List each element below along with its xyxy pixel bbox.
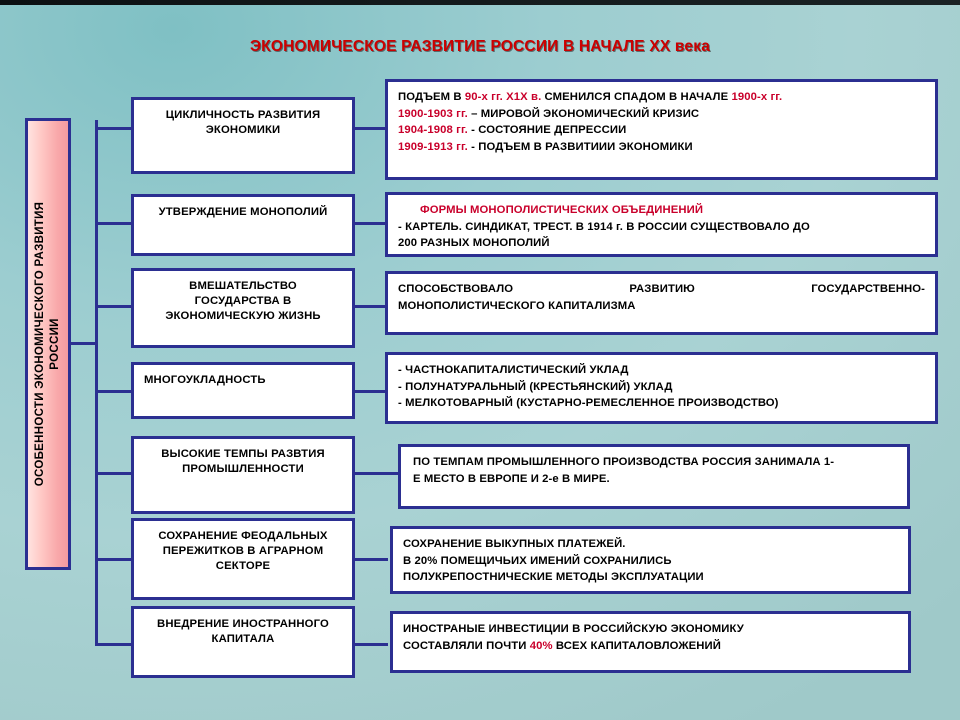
- connector-branch-6: [95, 558, 133, 561]
- detail-word: СПОСОБСТВОВАЛО: [398, 283, 514, 295]
- feature-label-line-2: ГОСУДАРСТВА В: [194, 295, 292, 307]
- detail-text: – МИРОВОЙ ЭКОНОМИЧЕСКИЙ КРИЗИС: [467, 107, 700, 120]
- feature-box-monopolies[interactable]: [131, 194, 355, 256]
- detail-highlight: 1904-1908 гг.: [398, 124, 468, 136]
- detail-line-2: В 20% ПОМЕЩИЧЬИХ ИМЕНИЙ СОХРАНИЛИСЬ: [403, 554, 672, 567]
- detail-box-foreign[interactable]: [390, 611, 911, 673]
- detail-line-1: ПО ТЕМПАМ ПРОМЫШЛЕННОГО ПРОИЗВОДСТВА РОССИЯ ЗАНИМАЛА 1-: [413, 456, 835, 468]
- feature-label-line-1: ЦИКЛИЧНОСТЬ РАЗВИТИЯ: [165, 109, 321, 121]
- detail-text: СМЕНИЛСЯ СПАДОМ В НАЧАЛЕ: [541, 91, 732, 103]
- connector-trunk: [95, 120, 98, 645]
- detail-text: - ПОДЪЕМ В РАЗВИТИИИ ЭКОНОМИКИ: [467, 140, 693, 153]
- left-panel-line-1: ОСОБЕННОСТИ ЭКОНОМИЧЕСКОГО РАЗВИТИЯ: [34, 201, 46, 487]
- feature-box-multistruct[interactable]: [131, 362, 355, 419]
- page-title: ЭКОНОМИЧЕСКОЕ РАЗВИТИЕ РОССИИ В НАЧАЛЕ XX века: [249, 38, 711, 55]
- feature-box-foreign[interactable]: [131, 606, 355, 678]
- detail-line-2: Е МЕСТО В ЕВРОПЕ И 2-е В МИРЕ.: [413, 472, 610, 485]
- detail-word: ГОСУДАРСТВЕННО-: [811, 283, 925, 295]
- detail-line-3: - МЕЛКОТОВАРНЫЙ (КУСТАРНО-РЕМЕСЛЕННОЕ ПРОИЗВОДСТВО): [398, 397, 779, 409]
- top-edge-strip: [0, 0, 960, 5]
- connector-branch-2: [95, 222, 133, 225]
- detail-heading: ФОРМЫ МОНОПОЛИСТИЧЕСКИХ ОБЪЕДИНЕНИЙ: [420, 204, 704, 216]
- feature-label-line-2: ПЕРЕЖИТКОВ В АГРАРНОМ: [162, 545, 324, 557]
- detail-line-2: [398, 108, 699, 120]
- detail-box-cyclical[interactable]: [385, 79, 938, 180]
- detail-line-1: ИНОСТРАНЫЕ ИНВЕСТИЦИИ В РОССИЙСКУЮ ЭКОНОМИКУ: [403, 623, 744, 635]
- left-panel-line-2: РОССИИ: [49, 318, 61, 370]
- detail-highlight: 1900-х гг.: [731, 91, 783, 103]
- connector-branch-7: [95, 643, 133, 646]
- detail-highlight: 1909-1913 гг.: [398, 140, 468, 153]
- left-title-panel-text: [33, 202, 63, 486]
- connector-panel-stub: [71, 342, 95, 345]
- connector-link-3: [352, 305, 388, 308]
- feature-label-line-1: МНОГОУКЛАДНОСТЬ: [144, 374, 266, 386]
- feature-label-line-2: ЭКОНОМИКИ: [205, 124, 281, 136]
- feature-label-line-1: ВМЕШАТЕЛЬСТВО: [189, 280, 297, 292]
- connector-link-2: [352, 222, 388, 225]
- detail-box-monopolies[interactable]: [385, 192, 938, 257]
- feature-box-state[interactable]: [131, 268, 355, 348]
- detail-line-2: [403, 640, 721, 652]
- detail-word: РАЗВИТИЮ: [629, 283, 695, 295]
- feature-label-line-2: ПРОМЫШЛЕННОСТИ: [182, 463, 304, 475]
- left-title-panel: [25, 118, 71, 570]
- detail-text: ВСЕХ КАПИТАЛОВЛОЖЕНИЙ: [552, 639, 721, 652]
- feature-label-line-1: СОХРАНЕНИЕ ФЕОДАЛЬНЫХ: [158, 530, 328, 542]
- connector-branch-5: [95, 472, 133, 475]
- feature-label-line-3: ЭКОНОМИЧЕСКУЮ ЖИЗНЬ: [165, 310, 321, 322]
- detail-highlight: 90-х гг. X1X в.: [464, 91, 542, 103]
- connector-link-5: [352, 472, 401, 475]
- detail-line-3: [398, 124, 626, 136]
- feature-label-line-1: ВЫСОКИЕ ТЕМПЫ РАЗВТИЯ: [161, 448, 325, 460]
- detail-text: - СОСТОЯНИЕ ДЕПРЕССИИ: [467, 124, 627, 136]
- detail-line-4: [398, 141, 693, 153]
- connector-branch-3: [95, 305, 133, 308]
- detail-line-1: - КАРТЕЛЬ. СИНДИКАТ, ТРЕСТ. В 1914 г. В РОССИИ СУЩЕСТВОВАЛО ДО: [398, 220, 810, 233]
- feature-label-line-2: КАПИТАЛА: [211, 633, 275, 645]
- connector-link-6: [352, 558, 388, 561]
- feature-label-line-3: СЕКТОРЕ: [215, 560, 271, 572]
- detail-box-multistruct[interactable]: [385, 352, 938, 424]
- detail-line-1: СОХРАНЕНИЕ ВЫКУПНЫХ ПЛАТЕЖЕЙ.: [403, 538, 626, 550]
- detail-line-2: МОНОПОЛИСТИЧЕСКОГО КАПИТАЛИЗМА: [398, 299, 636, 312]
- detail-text: СОСТАВЛЯЛИ ПОЧТИ: [403, 639, 530, 652]
- detail-box-feudal[interactable]: [390, 526, 911, 594]
- connector-link-4: [352, 390, 388, 393]
- detail-line-2: 200 РАЗНЫХ МОНОПОЛИЙ: [398, 237, 550, 249]
- connector-link-1: [352, 127, 388, 130]
- connector-link-7: [352, 643, 388, 646]
- detail-highlight: 1900-1903 гг.: [398, 107, 468, 120]
- detail-line-1: [398, 91, 782, 103]
- feature-box-cyclical[interactable]: [131, 97, 355, 174]
- connector-branch-4: [95, 390, 133, 393]
- feature-box-industry[interactable]: [131, 436, 355, 514]
- detail-line-1: - ЧАСТНОКАПИТАЛИСТИЧЕСКИЙ УКЛАД: [398, 364, 629, 376]
- detail-line-3: ПОЛУКРЕПОСТНИЧЕСКИЕ МЕТОДЫ ЭКСПЛУАТАЦИИ: [403, 571, 704, 583]
- detail-box-state[interactable]: [385, 271, 938, 335]
- connector-branch-1: [95, 127, 133, 130]
- detail-line-1: [398, 281, 925, 298]
- detail-line-2: - ПОЛУНАТУРАЛЬНЫЙ (КРЕСТЬЯНСКИЙ) УКЛАД: [398, 380, 673, 393]
- feature-label-line-1: ВНЕДРЕНИЕ ИНОСТРАННОГО: [157, 618, 329, 630]
- feature-box-feudal[interactable]: [131, 518, 355, 600]
- detail-text: ПОДЪЕМ В: [398, 91, 465, 103]
- feature-label-line-1: УТВЕРЖДЕНИЕ МОНОПОЛИЙ: [158, 206, 328, 218]
- detail-box-industry[interactable]: [398, 444, 910, 509]
- detail-highlight: 40%: [529, 639, 553, 652]
